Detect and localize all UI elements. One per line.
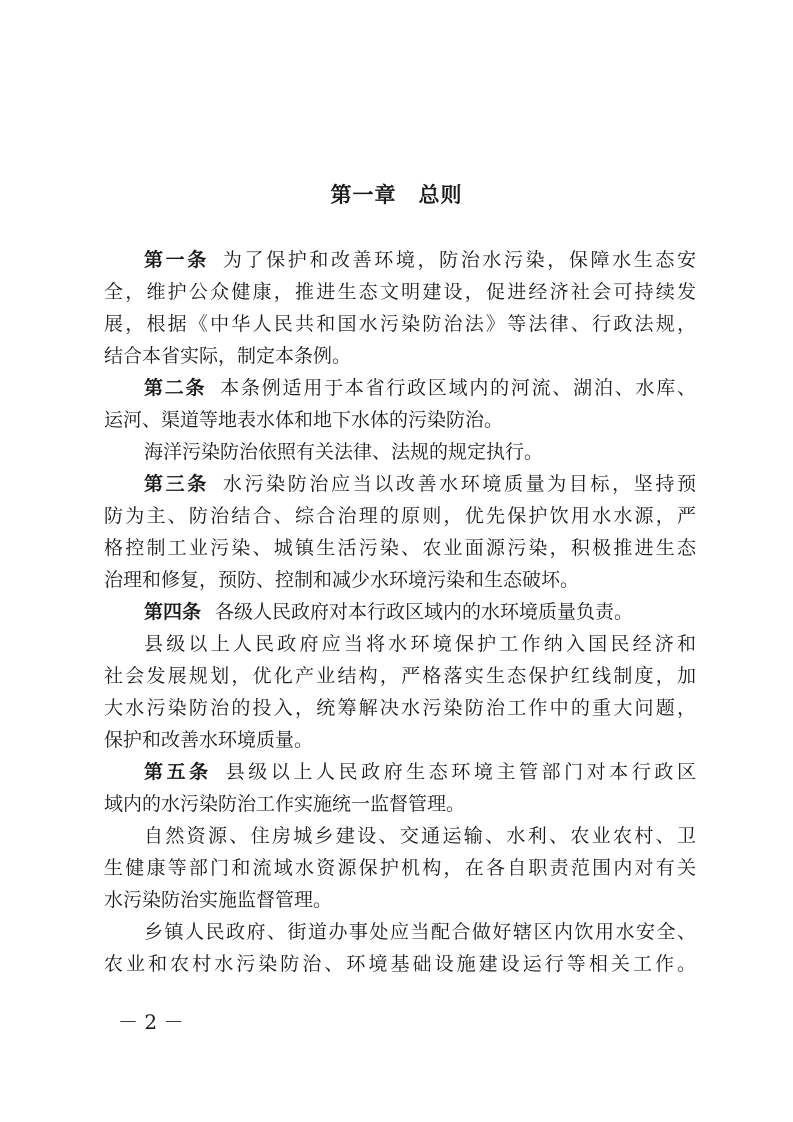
text-line [104, 692, 696, 724]
article-number: 第三条 [144, 473, 209, 495]
text-line [104, 372, 696, 404]
text-line [104, 852, 696, 884]
text-line [104, 756, 696, 788]
chapter-title [0, 180, 793, 210]
line-text: 格控制工业污染、城镇生活污染、农业面源污染，积极推进生态 [104, 537, 696, 559]
text-line [104, 276, 696, 308]
text-line [104, 500, 696, 532]
page-number: － 2 － [118, 1010, 184, 1034]
line-text: 县级以上人民政府应当将水环境保护工作纳入国民经济和 [144, 633, 696, 655]
text-line [104, 628, 696, 660]
line-text: 生健康等部门和流域水资源保护机构，在各自职责范围内对有关 [104, 857, 696, 879]
document-body [104, 244, 696, 980]
line-text: 防为主、防治结合、综合治理的原则，优先保护饮用水水源，严 [104, 505, 696, 527]
line-text: 结合本省实际，制定本条例。 [104, 345, 352, 367]
text-line [104, 884, 696, 916]
text-line [104, 564, 696, 596]
chapter-name: 总则 [418, 183, 463, 207]
text-line [104, 308, 696, 340]
text-line [104, 244, 696, 276]
line-text: 自然资源、住房城乡建设、交通运输、水利、农业农村、卫 [144, 825, 696, 847]
line-text: 运河、渠道等地表水体和地下水体的污染防治。 [104, 409, 504, 431]
line-text: 农业和农村水污染防治、环境基础设施建设运行等相关工作。 [104, 953, 696, 975]
text-line [104, 404, 696, 436]
line-text: 为了保护和改善环境，防治水污染，保障水生态安 [222, 249, 696, 271]
line-text: 本条例适用于本省行政区域内的河流、湖泊、水库、 [220, 377, 696, 399]
text-line [104, 916, 696, 948]
line-text: 保护和改善水环境质量。 [104, 729, 314, 751]
text-line [104, 948, 696, 980]
text-line [104, 340, 696, 372]
line-text: 社会发展规划，优化产业结构，严格落实生态保护红线制度，加 [104, 665, 696, 687]
line-text: 乡镇人民政府、街道办事处应当配合做好辖区内饮用水安全、 [144, 921, 696, 943]
article-number: 第二条 [144, 377, 207, 399]
article-number: 第一条 [144, 249, 209, 271]
text-line [104, 820, 696, 852]
line-text: 水污染防治实施监督管理。 [104, 889, 333, 911]
text-line [104, 468, 696, 500]
text-line [104, 724, 696, 756]
line-text: 海洋污染防治依照有关法律、法规的规定执行。 [144, 441, 544, 463]
text-line [104, 596, 696, 628]
line-text: 县级以上人民政府生态环境主管部门对本行政区 [225, 761, 696, 783]
text-line [104, 532, 696, 564]
text-line [104, 660, 696, 692]
line-text: 各级人民政府对本行政区域内的水环境质量负责。 [215, 601, 634, 623]
line-text: 展，根据《中华人民共和国水污染防治法》等法律、行政法规， [104, 313, 696, 335]
line-text: 水污染防治应当以改善水环境质量为目标，坚持预 [222, 473, 696, 495]
line-text: 治理和修复，预防、控制和减少水环境污染和生态破坏。 [104, 569, 580, 591]
text-line [104, 436, 696, 468]
article-number: 第四条 [144, 601, 202, 623]
article-number: 第五条 [144, 761, 212, 783]
chapter-number: 第一章 [330, 183, 397, 207]
line-text: 大水污染防治的投入，统筹解决水污染防治工作中的重大问题， [104, 697, 696, 719]
text-line [104, 788, 696, 820]
line-text: 全，维护公众健康，推进生态文明建设，促进经济社会可持续发 [104, 281, 696, 303]
line-text: 域内的水污染防治工作实施统一监督管理。 [104, 793, 466, 815]
